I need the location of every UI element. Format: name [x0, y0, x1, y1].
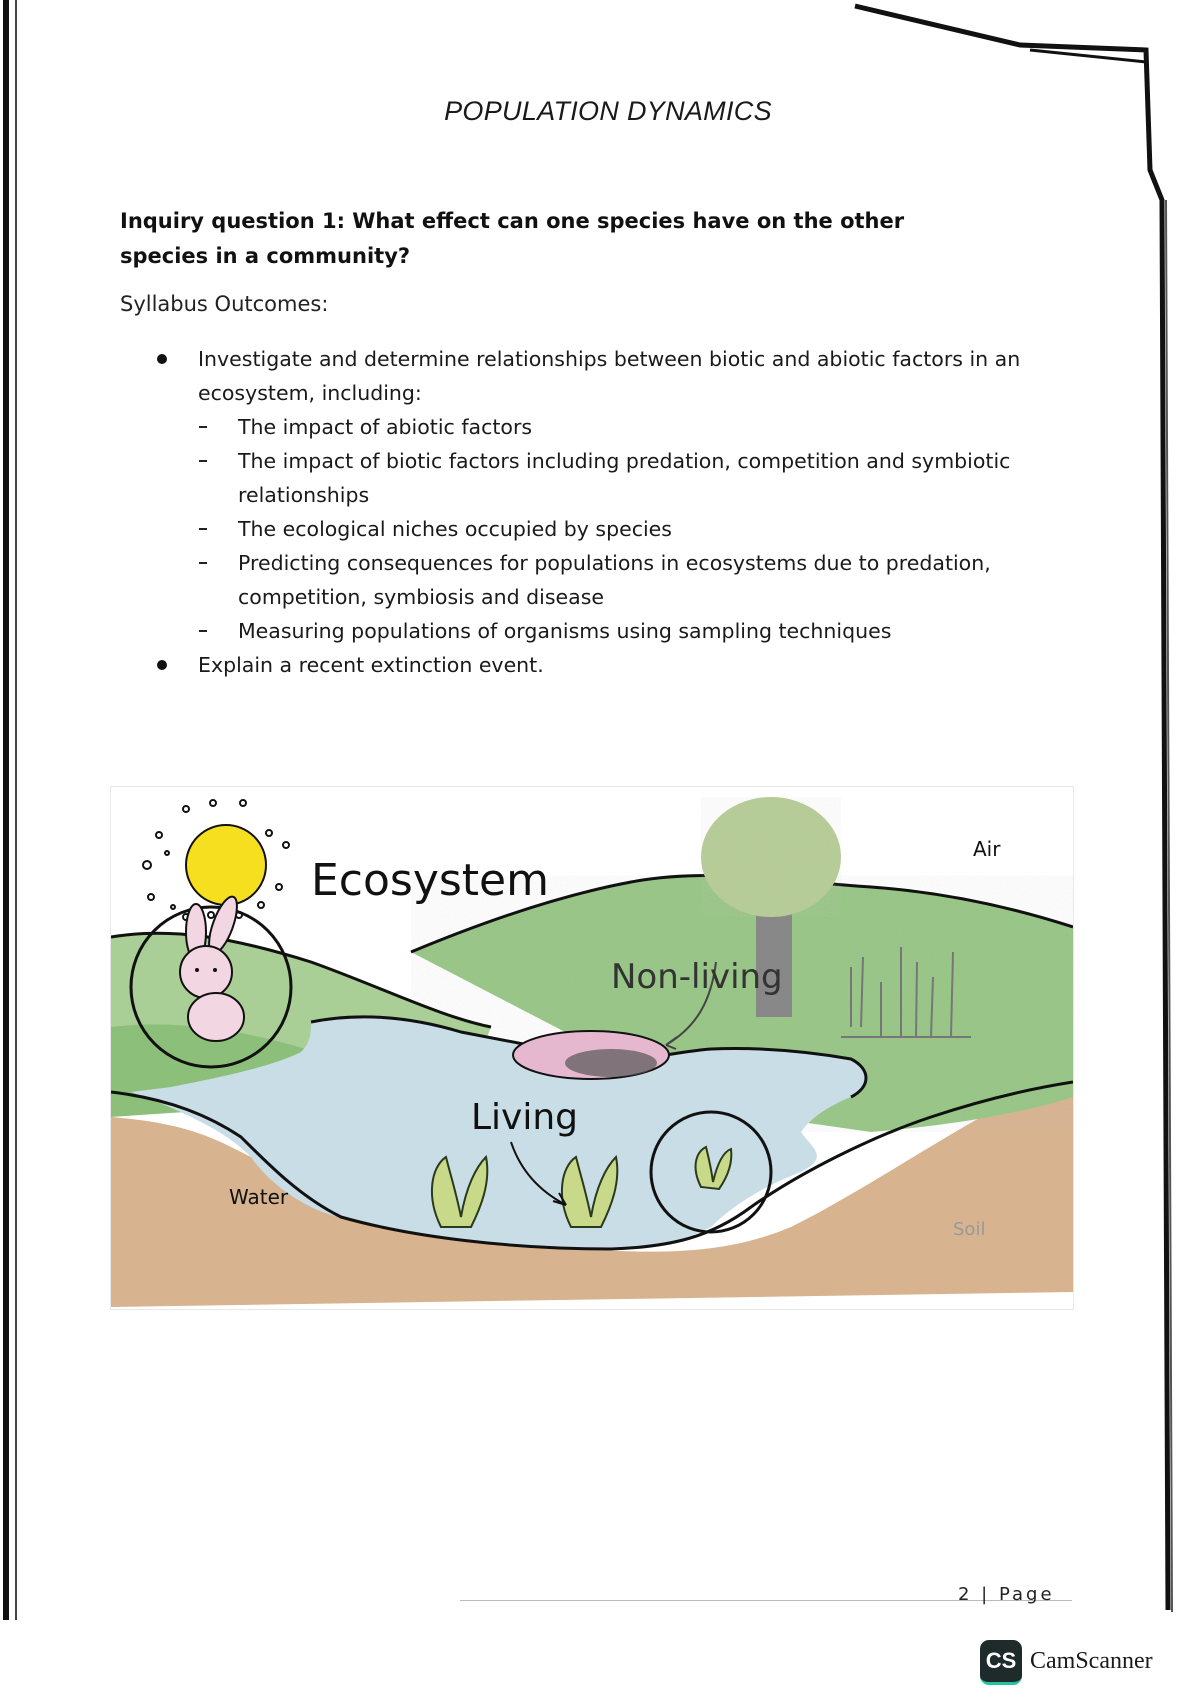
outcome-item: Investigate and determine relationships between biotic and abiotic factors in an ecosystem, including: — [198, 347, 1021, 405]
outcome-sub-item: Predicting consequences for populations in ecosystems due to predation, competition, symbiosis and disease — [238, 551, 991, 609]
outcome-sub-item: The impact of biotic factors including predation, competition and symbiotic relationships — [238, 449, 1011, 507]
ecosystem-label: Ecosystem — [311, 855, 549, 906]
dash-icon — [199, 528, 207, 530]
inquiry-question: Inquiry question 1: What effect can one species have on the other species in a community? — [120, 209, 905, 268]
camscanner-logo-icon: CS — [980, 1640, 1022, 1685]
outcome-sub-item: Measuring populations of organisms using sampling techniques — [238, 619, 892, 643]
camscanner-watermark: CamScanner — [1030, 1648, 1153, 1674]
bullet-icon — [157, 660, 167, 670]
dash-icon — [199, 426, 207, 428]
dash-icon — [199, 562, 207, 564]
ecosystem-figure — [110, 786, 1074, 1310]
ecosystem-illustration — [111, 787, 1073, 1309]
outcome-sub-item: The impact of abiotic factors — [238, 415, 533, 439]
dash-icon — [199, 460, 207, 462]
outcome-item: Explain a recent extinction event. — [198, 653, 544, 677]
syllabus-outcomes-label: Syllabus Outcomes: — [120, 292, 329, 316]
dash-icon — [199, 630, 207, 632]
non-living-label: Non-living — [611, 957, 783, 997]
page-title: POPULATION DYNAMICS — [444, 96, 772, 126]
living-label: Living — [471, 1097, 579, 1138]
water-label: Water — [229, 1185, 289, 1209]
soil-label: Soil — [953, 1219, 986, 1240]
outcome-sub-item: The ecological niches occupied by species — [238, 517, 672, 541]
sun-icon — [143, 800, 289, 920]
bullet-icon — [157, 354, 167, 364]
air-label: Air — [973, 837, 1001, 861]
page-number: 2 | Page — [958, 1584, 1055, 1605]
